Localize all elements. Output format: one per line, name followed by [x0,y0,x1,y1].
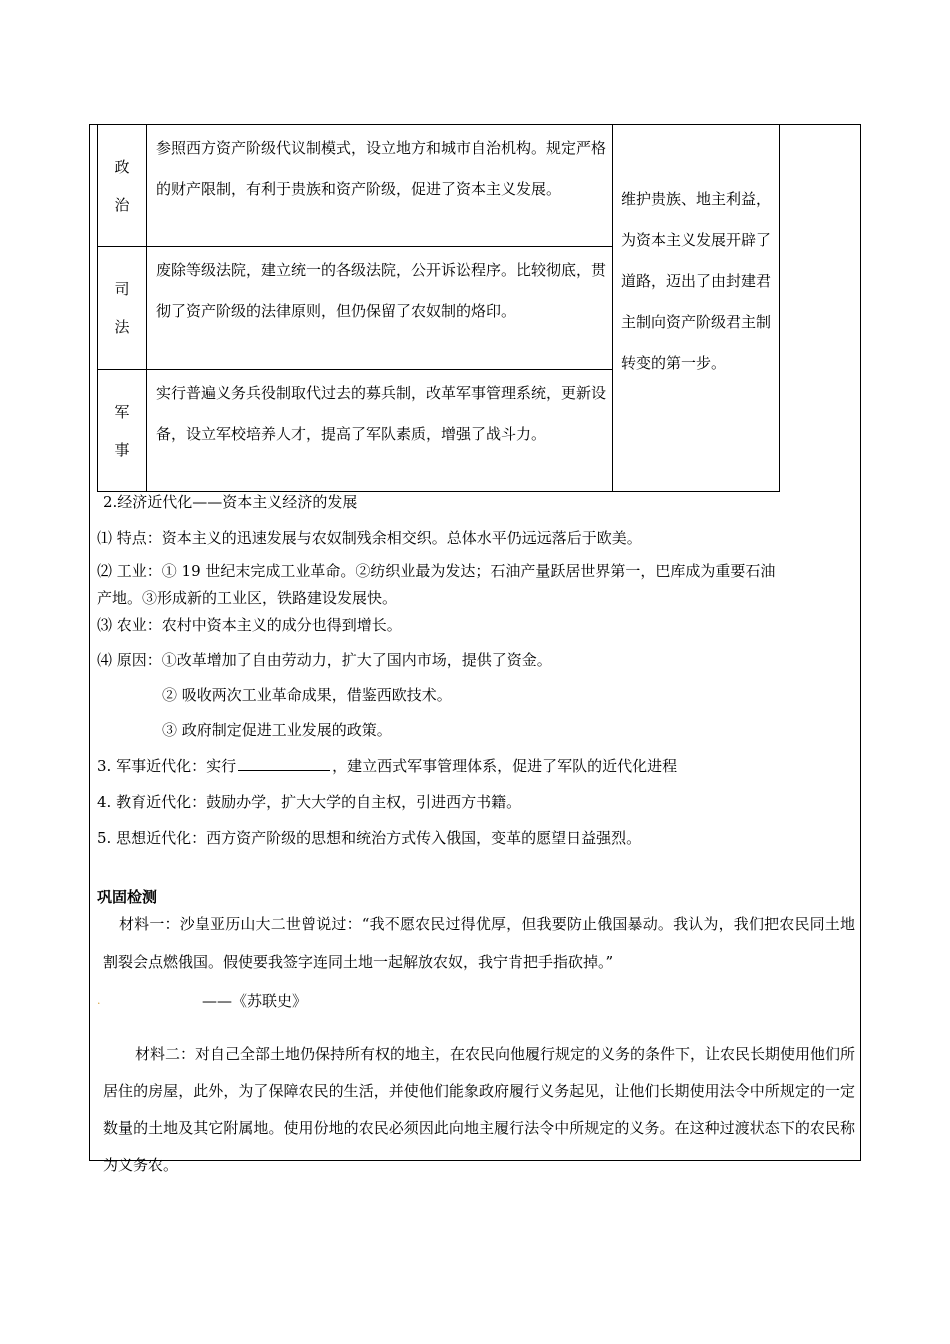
row-label-judiciary [98,247,147,370]
agriculture-line: ⑶ 农业：农村中资本主义的成分也得到增长。 [97,616,402,634]
row-label-politics [98,125,147,247]
features-line: ⑴ 特点：资本主义的迅速发展与农奴制残余相交织。总体水平仍远远落后于欧美。 [97,529,642,547]
reasons-line-1: ⑷ 原因：①改革增加了自由劳动力，扩大了国内市场，提供了资金。 [97,651,552,669]
education-line: 4. 教育近代化：鼓励办学，扩大大学的自主权，引进西方书籍。 [97,793,522,811]
industry-line-2: 产地。③形成新的工业区，铁路建设发展快。 [97,589,398,607]
row-label-military [98,370,147,492]
row-label-char: 军 [114,402,130,421]
row-label-char: 法 [114,318,130,336]
small-mark: . [97,994,101,1007]
row-content-judiciary: 废除等级法院，建立统一的各级法院，公开诉讼程序。比较彻底，贯彻了资产阶级的法律原则，但仍保留了农奴制的烙印。 [147,247,613,370]
thought-line: 5. 思想近代化：西方资产阶级的思想和统治方式传入俄国，变革的愿望日益强烈。 [97,829,642,847]
material-one: 材料一：沙皇亚历山大二世曾说过：“我不愿农民过得优厚，但我要防止俄国暴动。我认为，我们把农民同土地割裂会点燃俄国。假使要我签字连同土地一起解放农奴，我宁肯把手指砍掉。” [103,915,855,971]
material-one-source: ——《苏联史》 [202,992,308,1010]
reform-result-cell: 维护贵族、地主利益，为资本主义发展开辟了道路，迈出了由封建君主制向资产阶级君主制转变的第一步。 [613,125,780,492]
table-row-politics [98,125,780,247]
row-label-char: 事 [114,440,130,459]
review-heading: 巩固检测 [97,888,158,906]
reasons-line-2: ② 吸收两次工业革命成果，借鉴西欧技术。 [162,686,452,704]
reform-table [97,124,780,492]
row-content-military: 实行普遍义务兵役制取代过去的募兵制，改革军事管理系统，更新设备，设立军校培养人才，提高了军队素质，增强了战斗力。 [147,370,613,492]
row-content-politics: 参照西方资产阶级代议制模式，设立地方和城市自治机构。规定严格的财产限制，有利于贵族和资产阶级，促进了资本主义发展。 [147,125,613,247]
reasons-line-3: ③ 政府制定促进工业发展的政策。 [162,721,392,739]
military-modernization-line [97,755,677,776]
material-two: 材料二：对自己全部土地仍保持所有权的地主，在农民向他履行规定的义务的条件下，让农民长期使用他们所居住的房屋，此外，为了保障农民的生活，并使他们能象政府履行义务起见，让他们长期使用法令中所规定的一定数量的土地及其它附属地。使用份地的农民必须因此向地主履行法令中所规定的义务。在这种过渡状态下的农民称为义务农。 [103,1045,856,1174]
fill-in-blank[interactable] [238,756,330,771]
industry-line-1: ⑵ 工业：① 19 世纪末完成工业革命。②纺织业最为发达；石油产量跃居世界第一，巴库成为重要石油 [97,562,776,580]
military-text-pre: 3. 军事近代化：实行 [97,757,237,775]
military-text-post: ，建立西式军事管理体系，促进了军队的近代化进程 [332,757,678,775]
row-label-char: 治 [114,195,130,214]
row-label-char: 司 [114,280,130,298]
economic-section-title: 2.经济近代化——资本主义经济的发展 [103,493,358,511]
row-label-char: 政 [114,157,130,176]
